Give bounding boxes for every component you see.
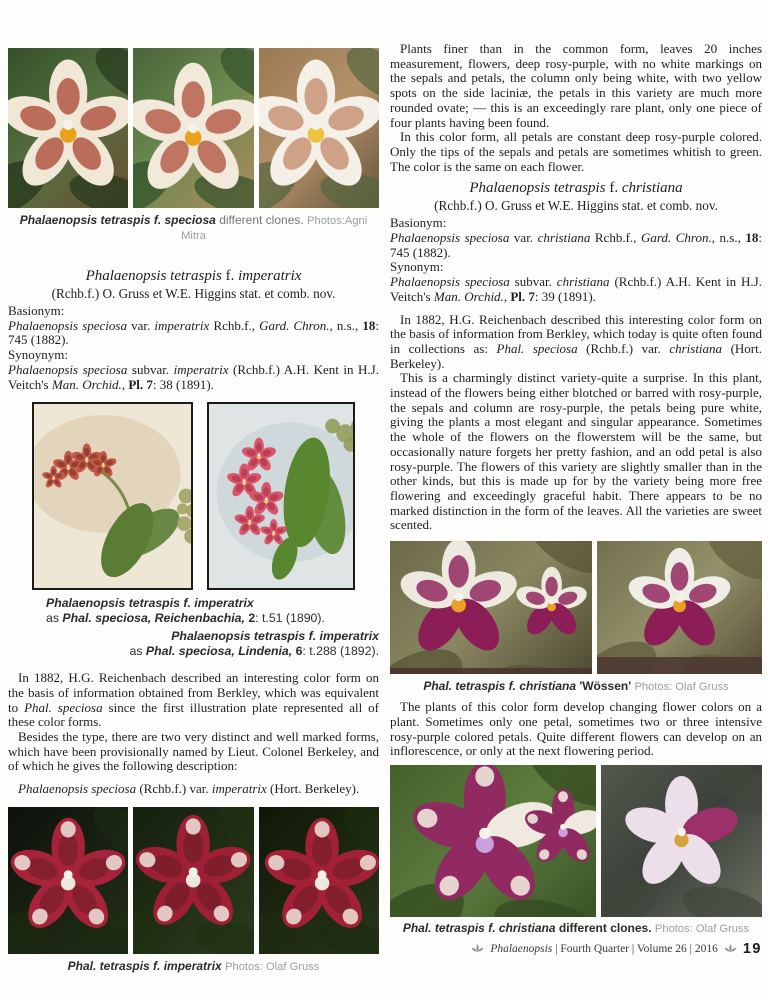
orchid-photo-speciosa-1 bbox=[8, 48, 128, 208]
photo-strip-woessen bbox=[390, 541, 762, 674]
species-heading-imperatrix bbox=[8, 268, 379, 302]
page-number: 19 bbox=[742, 940, 762, 957]
species-heading-christiana bbox=[390, 180, 762, 214]
orchid-photo-woessen-1 bbox=[390, 541, 592, 674]
photo-caption-imperatrix: Phal. tetraspis f. imperatrix Photos: Olaf Gruss bbox=[67, 958, 320, 973]
nomenclature-block-imperatrix bbox=[8, 304, 379, 392]
caption-line: as Phal. speciosa, Reichenbachia, 2: t.51 (1890). bbox=[46, 611, 325, 626]
species-authority: (Rchb.f.) O. Gruss et W.E. Higgins stat. et comb. nov. bbox=[51, 286, 336, 301]
photo-strip-imperatrix bbox=[8, 807, 379, 954]
basionym-label: Basionym: bbox=[390, 215, 447, 231]
species-authority: (Rchb.f.) O. Gruss et W.E. Higgins stat. et comb. nov. bbox=[434, 198, 718, 214]
orchid-photo-imperatrix-1 bbox=[8, 807, 128, 954]
body-paragraph: This is a charmingly distinct variety-quite a surprise. In this plant, instead of the flowers being either blotched or barred with rosy-purple, the sepals and column are rosy-purple, the petals being pure white, giving the plants a most elegant and singular appearance. Sometimes the whole of the flowers on the flowerstem will be the same, but occasionally nature forgets her pretty fashion, and an odd petal is also rosy-purple. The flowers of this variety are slightly smaller than in the other kinds, but this is made up for by the variety being more free flowering and exceedingly graceful habit. There appears to be no marked distinction in the form of the leaves. All the varieties are sweet scented. bbox=[390, 370, 762, 533]
body-paragraph: In this color form, all petals are constant deep rosy-purple colored. Only the tips of the sepals and petals are sometimes whitish to green. The color is the same on each flower. bbox=[390, 129, 762, 174]
body-paragraph: Plants finer than in the common form, leaves 20 inches measurement, flowers, deep rosy-purple, with no white markings on the sepals and petals, the column only being white, with two yellow spots on the side laciniæ, the petals in this variety are much more rounded ovate; — this is an exceedingly rare plant, only one piece of four plants having been found. bbox=[390, 41, 762, 130]
species-name: Phalaenopsis tetraspis f. christiana bbox=[469, 180, 683, 197]
synonym-label: Synoynym: bbox=[8, 347, 68, 363]
photo-strip-christiana-clones bbox=[390, 765, 762, 917]
botanical-illustration-lindenia bbox=[207, 402, 355, 590]
footer-text: Phalaenopsis | Fourth Quarter | Volume 26 | 2016 bbox=[490, 942, 718, 955]
species-name: Phalaenopsis tetraspis f. imperatrix bbox=[85, 268, 302, 284]
orchid-photo-christiana-1 bbox=[390, 765, 596, 917]
caption-line: Phalaenopsis tetraspis f. imperatrix bbox=[171, 629, 379, 644]
basionym-text: Phalaenopsis speciosa var. christiana Rchb.f., Gard. Chron., n.s., 18: 745 (1882). bbox=[390, 230, 763, 260]
orchid-photo-speciosa-2 bbox=[133, 48, 253, 208]
variety-line: Phalaenopsis speciosa (Rchb.f.) var. imperatrix (Hort. Berkeley). bbox=[18, 781, 360, 797]
orchid-photo-speciosa-3 bbox=[259, 48, 379, 208]
caption-line: Phalaenopsis tetraspis f. imperatrix bbox=[46, 596, 254, 611]
body-paragraph: Besides the type, there are two very distinct and well marked forms, which have been provisionally named by Lieut. Colonel Berkeley, and of which he gives the following description: bbox=[8, 729, 379, 774]
photo-caption-christiana-clones: Phal. tetraspis f. christiana different clones. Photos: Olaf Gruss bbox=[402, 920, 750, 935]
basionym-label: Basionym: bbox=[8, 303, 65, 318]
synonym-label: Synonym: bbox=[390, 259, 444, 275]
caption-line: as Phal. speciosa, Lindenia, 6: t.288 (1892). bbox=[129, 644, 379, 659]
page-footer bbox=[390, 941, 762, 957]
right-column bbox=[390, 0, 762, 957]
photo-caption-woessen: Phal. tetraspis f. christiana 'Wössen' Photos: Olaf Gruss bbox=[423, 679, 729, 694]
orchid-photo-woessen-2 bbox=[597, 541, 762, 674]
nomenclature-block-christiana bbox=[390, 216, 762, 304]
photo-strip-speciosa bbox=[8, 48, 379, 208]
floral-ornament-icon bbox=[723, 943, 738, 954]
orchid-photo-imperatrix-2 bbox=[133, 807, 253, 954]
botanical-illustration-reichenbachia bbox=[32, 402, 193, 590]
left-column bbox=[8, 0, 379, 974]
body-paragraph: In 1882, H.G. Reichenbach described an interesting color form on the basis of information obtained from Berkley, which was equivalent to Phal. speciosa since the first illustration plate represented all of these color forms. bbox=[8, 670, 380, 730]
illustration-caption-reichenbachia bbox=[8, 596, 379, 626]
floral-ornament-icon bbox=[470, 943, 485, 954]
illustration-caption-lindenia bbox=[8, 629, 379, 659]
basionym-text: Phalaenopsis speciosa var. imperatrix Rchb.f., Gard. Chron., n.s., 18: 745 (1882). bbox=[8, 317, 380, 348]
body-paragraph: The plants of this color form develop changing flower colors on a plant. Sometimes only one petal, sometimes two or three intensive rosy-purple colored petals. Quite different flowers can develop on an inflorescence, or only at the next flowering period. bbox=[390, 699, 762, 759]
synonym-text: Phalaenopsis speciosa subvar. christiana (Rchb.f.) A.H. Kent in H.J. Veitch's Man. Orchid., Pl. 7: 39 (1891). bbox=[390, 274, 762, 304]
photo-caption-speciosa: Phalaenopsis tetraspis f. speciosa different clones. Photos:Agni Mitra bbox=[19, 213, 368, 242]
body-paragraph: In 1882, H.G. Reichenbach described this interesting color form on the basis of information from Berkley, which today is quite often found in collections as: Phal. speciosa (Rchb.f.) var. christiana (Hort. Berkeley). bbox=[390, 311, 762, 371]
illustration-pair bbox=[8, 402, 379, 590]
orchid-photo-christiana-2 bbox=[601, 765, 762, 917]
synonym-text: Phalaenopsis speciosa subvar. imperatrix (Rchb.f.) A.H. Kent in H.J. Veitch's Man. Orchid., Pl. 7: 38 (1891). bbox=[8, 361, 379, 392]
orchid-photo-imperatrix-3 bbox=[259, 807, 379, 954]
